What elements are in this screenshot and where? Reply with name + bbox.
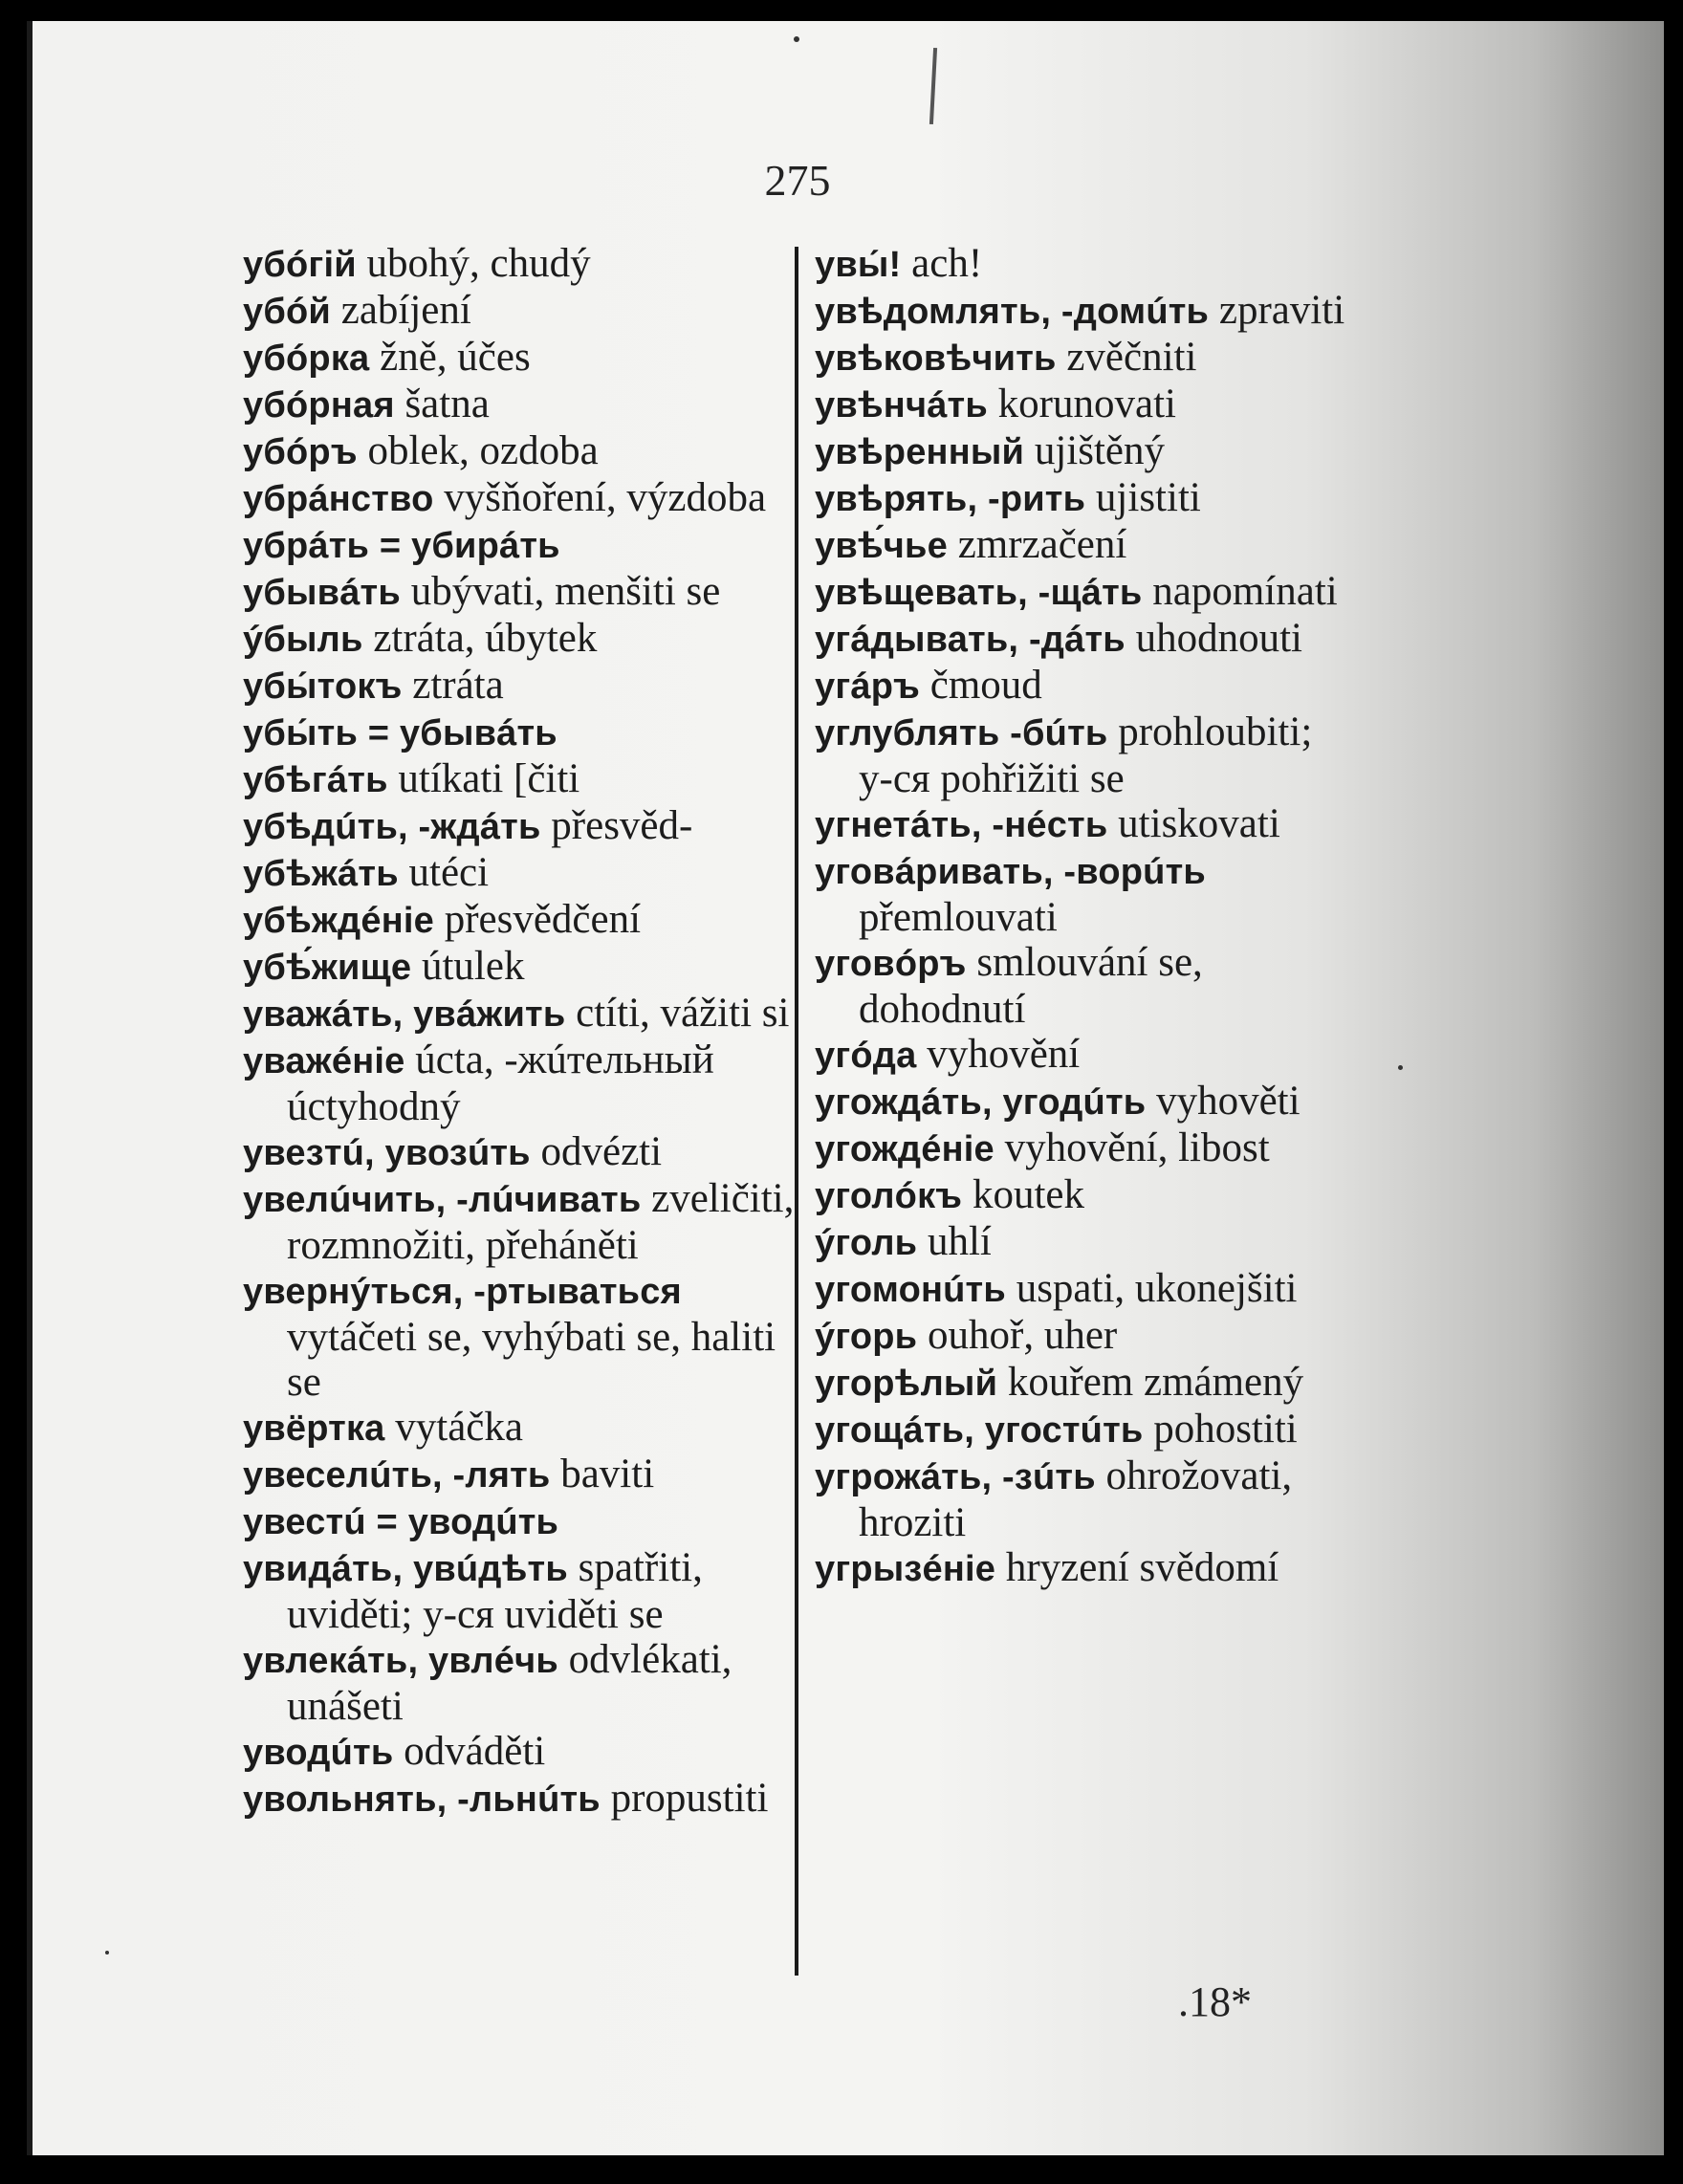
dictionary-column-left xyxy=(243,241,798,1823)
entry-headword: убѣ́жище xyxy=(243,948,412,988)
entry-translation: úcta, -жúтельный úctyhodný xyxy=(287,1037,714,1129)
entry-headword: угáдывать, -дáть xyxy=(815,620,1126,660)
dictionary-entry xyxy=(243,616,798,663)
entry-headword: увезтú, увозúть xyxy=(243,1133,531,1173)
entry-translation: utéci xyxy=(408,850,490,895)
entry-headword: увѣренный xyxy=(815,432,1025,472)
entry-translation: přesvěd- xyxy=(551,803,693,848)
entry-translation: šatna xyxy=(404,382,490,426)
entry-headword: увернýться, -ртываться xyxy=(243,1272,682,1312)
dictionary-entry xyxy=(243,1129,798,1176)
dictionary-entry xyxy=(243,241,798,288)
entry-headword: увеселúть, -лять xyxy=(243,1455,551,1496)
entry-translation: odvézti xyxy=(540,1129,663,1174)
dictionary-entry xyxy=(243,1037,798,1129)
entry-translation: ubývati, menšiti se xyxy=(410,569,721,614)
entry-headword: увѣрять, -рить xyxy=(815,479,1086,519)
dictionary-entry xyxy=(815,1407,1350,1453)
dictionary-entry xyxy=(815,522,1350,569)
entry-headword: увлекáть, увлéчь xyxy=(243,1641,558,1681)
entry-headword: увёртка xyxy=(243,1409,385,1449)
entry-headword: убóрка xyxy=(243,339,370,379)
dictionary-entry xyxy=(815,428,1350,475)
entry-headword: угóда xyxy=(815,1036,917,1076)
dictionary-entry xyxy=(815,1172,1350,1219)
entry-headword: увѣщевать, -щáть xyxy=(815,573,1143,613)
dictionary-entry xyxy=(243,475,798,522)
entry-headword: ýголь xyxy=(815,1223,918,1263)
dictionary-entry xyxy=(243,382,798,428)
entry-headword: уводúть xyxy=(243,1733,394,1773)
dictionary-entry xyxy=(243,663,798,710)
entry-headword: убрáть = убирáть xyxy=(243,526,560,566)
entry-translation: ujištěný xyxy=(1034,428,1165,473)
entry-headword: угождéнiе xyxy=(815,1129,994,1169)
entry-translation: smlouvání se, dohodnutí xyxy=(859,940,1203,1032)
entry-headword: убрáнство xyxy=(243,479,434,519)
entry-headword: убóръ xyxy=(243,432,358,472)
dictionary-entry xyxy=(815,710,1350,801)
dictionary-entry xyxy=(815,335,1350,382)
entry-headword: увидáть, увúдѣть xyxy=(243,1549,568,1589)
dictionary-entry xyxy=(243,1545,798,1637)
entry-translation: útulek xyxy=(421,944,525,989)
dictionary-entry xyxy=(815,1360,1350,1407)
entry-translation: zmrzačení xyxy=(957,522,1127,567)
entry-headword: ýгорь xyxy=(815,1317,918,1357)
column-divider xyxy=(795,247,798,1976)
entry-translation: zvěčniti xyxy=(1066,335,1197,380)
dictionary-entry xyxy=(243,428,798,475)
dictionary-entry xyxy=(243,569,798,616)
dictionary-entry xyxy=(243,522,798,569)
entry-headword: убѣжáть xyxy=(243,854,399,894)
entry-translation: vyšňoření, výzdoba xyxy=(444,475,767,520)
entry-headword: уважéнiе xyxy=(243,1041,405,1081)
dictionary-entry xyxy=(243,1729,798,1776)
entry-translation: žně, účes xyxy=(380,335,531,380)
entry-translation: kouřem zmámený xyxy=(1007,1360,1304,1405)
entry-headword: угорѣлый xyxy=(815,1364,998,1404)
entry-headword: убы́ть = убывáть xyxy=(243,713,557,753)
entry-headword: убóрная xyxy=(243,385,395,426)
dictionary-entry xyxy=(815,616,1350,663)
entry-translation: vytáčeti se, vyhýbati se, haliti se xyxy=(287,1315,776,1405)
entry-headword: убѣдúть, -ждáть xyxy=(243,807,541,847)
dictionary-entry xyxy=(243,1637,798,1729)
entry-headword: уговóръ xyxy=(815,944,967,984)
entry-translation: prohloubiti; у-ся pohřižiti se xyxy=(859,710,1313,801)
entry-headword: увѣдомлять, -домúть xyxy=(815,292,1210,332)
dictionary-entry xyxy=(243,756,798,803)
dictionary-entry xyxy=(243,288,798,335)
dictionary-entry xyxy=(243,1176,798,1268)
dictionary-entry xyxy=(815,1125,1350,1172)
dictionary-entry xyxy=(815,1032,1350,1079)
entry-headword: увѣнчáть xyxy=(815,385,988,426)
print-speck xyxy=(1398,1065,1403,1070)
dictionary-entry xyxy=(815,940,1350,1032)
entry-translation: odvlékati, unášeti xyxy=(287,1637,732,1729)
entry-translation: uhodnouti xyxy=(1135,616,1302,661)
dictionary-entry xyxy=(243,1452,798,1498)
dictionary-entry xyxy=(815,1219,1350,1266)
dictionary-entry xyxy=(815,663,1350,710)
entry-headword: увѣковѣчить xyxy=(815,339,1057,379)
entry-translation: propustiti xyxy=(610,1776,769,1821)
print-speck xyxy=(105,1951,109,1955)
entry-translation: odváděti xyxy=(404,1729,546,1774)
dictionary-entry xyxy=(243,710,798,756)
dictionary-entry xyxy=(815,569,1350,616)
entry-headword: угнетáть, -нéсть xyxy=(815,805,1108,845)
entry-headword: уговáривать, -ворúть xyxy=(815,852,1206,892)
entry-headword: увѣ́чье xyxy=(815,526,948,566)
dictionary-entry xyxy=(243,803,798,850)
dictionary-entry xyxy=(815,1453,1350,1545)
entry-translation: ztráta, úbytek xyxy=(373,616,598,661)
dictionary-entry xyxy=(243,1405,798,1452)
entry-translation: přesvědčení xyxy=(444,897,642,942)
entry-headword: убы́токъ xyxy=(243,666,403,707)
dictionary-entry xyxy=(815,1079,1350,1125)
entry-translation: utíkati [čiti xyxy=(398,756,580,801)
dictionary-entry xyxy=(243,944,798,991)
dictionary-entry xyxy=(243,1498,798,1545)
entry-translation: vytáčka xyxy=(395,1405,523,1450)
entry-translation: ubohý, chudý xyxy=(366,241,591,286)
entry-headword: увелúчить, -лúчивать xyxy=(243,1180,642,1220)
entry-translation: vyhovění, libost xyxy=(1004,1125,1270,1170)
entry-translation: oblek, ozdoba xyxy=(367,428,599,473)
entry-translation: zabíjení xyxy=(340,288,471,333)
entry-headword: убóй xyxy=(243,292,331,332)
dictionary-entry xyxy=(815,288,1350,335)
entry-headword: убывáть xyxy=(243,573,401,613)
entry-headword: убѣгáть xyxy=(243,760,388,800)
dictionary-entry xyxy=(815,801,1350,848)
entry-headword: убóгiй xyxy=(243,245,357,285)
dictionary-entry xyxy=(243,897,798,944)
dictionary-entry xyxy=(815,475,1350,522)
entry-translation: ctíti, vážiti si xyxy=(576,991,790,1036)
entry-translation: baviti xyxy=(560,1452,655,1496)
signature-mark: .18* xyxy=(1178,1978,1252,2025)
dictionary-entry xyxy=(815,1313,1350,1360)
entry-headword: убѣждéнiе xyxy=(243,901,434,941)
dictionary-column-right xyxy=(815,241,1350,1592)
entry-headword: угощáть, угостúть xyxy=(815,1410,1144,1451)
entry-translation: zpraviti xyxy=(1218,288,1345,333)
entry-translation: ztráta xyxy=(412,663,504,708)
entry-translation: vyhověti xyxy=(1156,1079,1300,1124)
entry-translation: přemlouvati xyxy=(859,895,1058,940)
dictionary-entry xyxy=(243,1268,798,1405)
dictionary-entry xyxy=(815,241,1350,288)
print-speck xyxy=(794,36,799,42)
entry-translation: napomínati xyxy=(1152,569,1338,614)
entry-translation: ujistiti xyxy=(1095,475,1201,520)
entry-headword: уважáть, увáжить xyxy=(243,994,566,1035)
entry-translation: utiskovati xyxy=(1118,801,1280,846)
entry-headword: уголóкъ xyxy=(815,1176,963,1216)
page-number: 275 xyxy=(764,156,831,205)
entry-translation: ohrožovati, hroziti xyxy=(859,1453,1293,1545)
dictionary-entry xyxy=(243,991,798,1037)
entry-translation: hryzení svědomí xyxy=(1005,1545,1279,1590)
dictionary-entry xyxy=(815,1266,1350,1313)
entry-translation: koutek xyxy=(972,1172,1084,1217)
dictionary-entry xyxy=(243,850,798,897)
entry-translation: pohostiti xyxy=(1153,1407,1298,1452)
entry-headword: углублять -бúть xyxy=(815,713,1108,753)
entry-translation: ach! xyxy=(911,241,983,286)
dictionary-entry xyxy=(243,335,798,382)
entry-translation: uspati, ukonejšiti xyxy=(1016,1266,1298,1311)
entry-translation: spatřiti, uviděti; у-ся uviděti se xyxy=(287,1545,703,1637)
page-gutter-shadow xyxy=(27,21,33,2155)
dictionary-entry xyxy=(815,1545,1350,1592)
entry-headword: угождáть, угодúть xyxy=(815,1082,1147,1123)
entry-headword: угрызéнiе xyxy=(815,1549,996,1589)
entry-translation: zveličiti, rozmnožiti, přeháněti xyxy=(287,1176,795,1268)
entry-headword: угрожáть, -зúть xyxy=(815,1457,1096,1497)
entry-headword: угáръ xyxy=(815,666,921,707)
entry-translation: čmoud xyxy=(929,663,1042,708)
entry-translation: uhlí xyxy=(927,1219,992,1264)
dictionary-entry xyxy=(815,382,1350,428)
entry-headword: угомонúть xyxy=(815,1270,1006,1310)
entry-headword: увы́! xyxy=(815,245,902,285)
entry-headword: увольнять, -льнúть xyxy=(243,1780,601,1820)
entry-translation: korunovati xyxy=(997,382,1176,426)
entry-translation: vyhovění xyxy=(927,1032,1081,1077)
entry-headword: ýбыль xyxy=(243,620,363,660)
dictionary-entry xyxy=(243,1776,798,1823)
entry-translation: ouhoř, uher xyxy=(928,1313,1118,1358)
entry-headword: увестú = уводúть xyxy=(243,1502,559,1542)
dictionary-entry xyxy=(815,848,1350,940)
